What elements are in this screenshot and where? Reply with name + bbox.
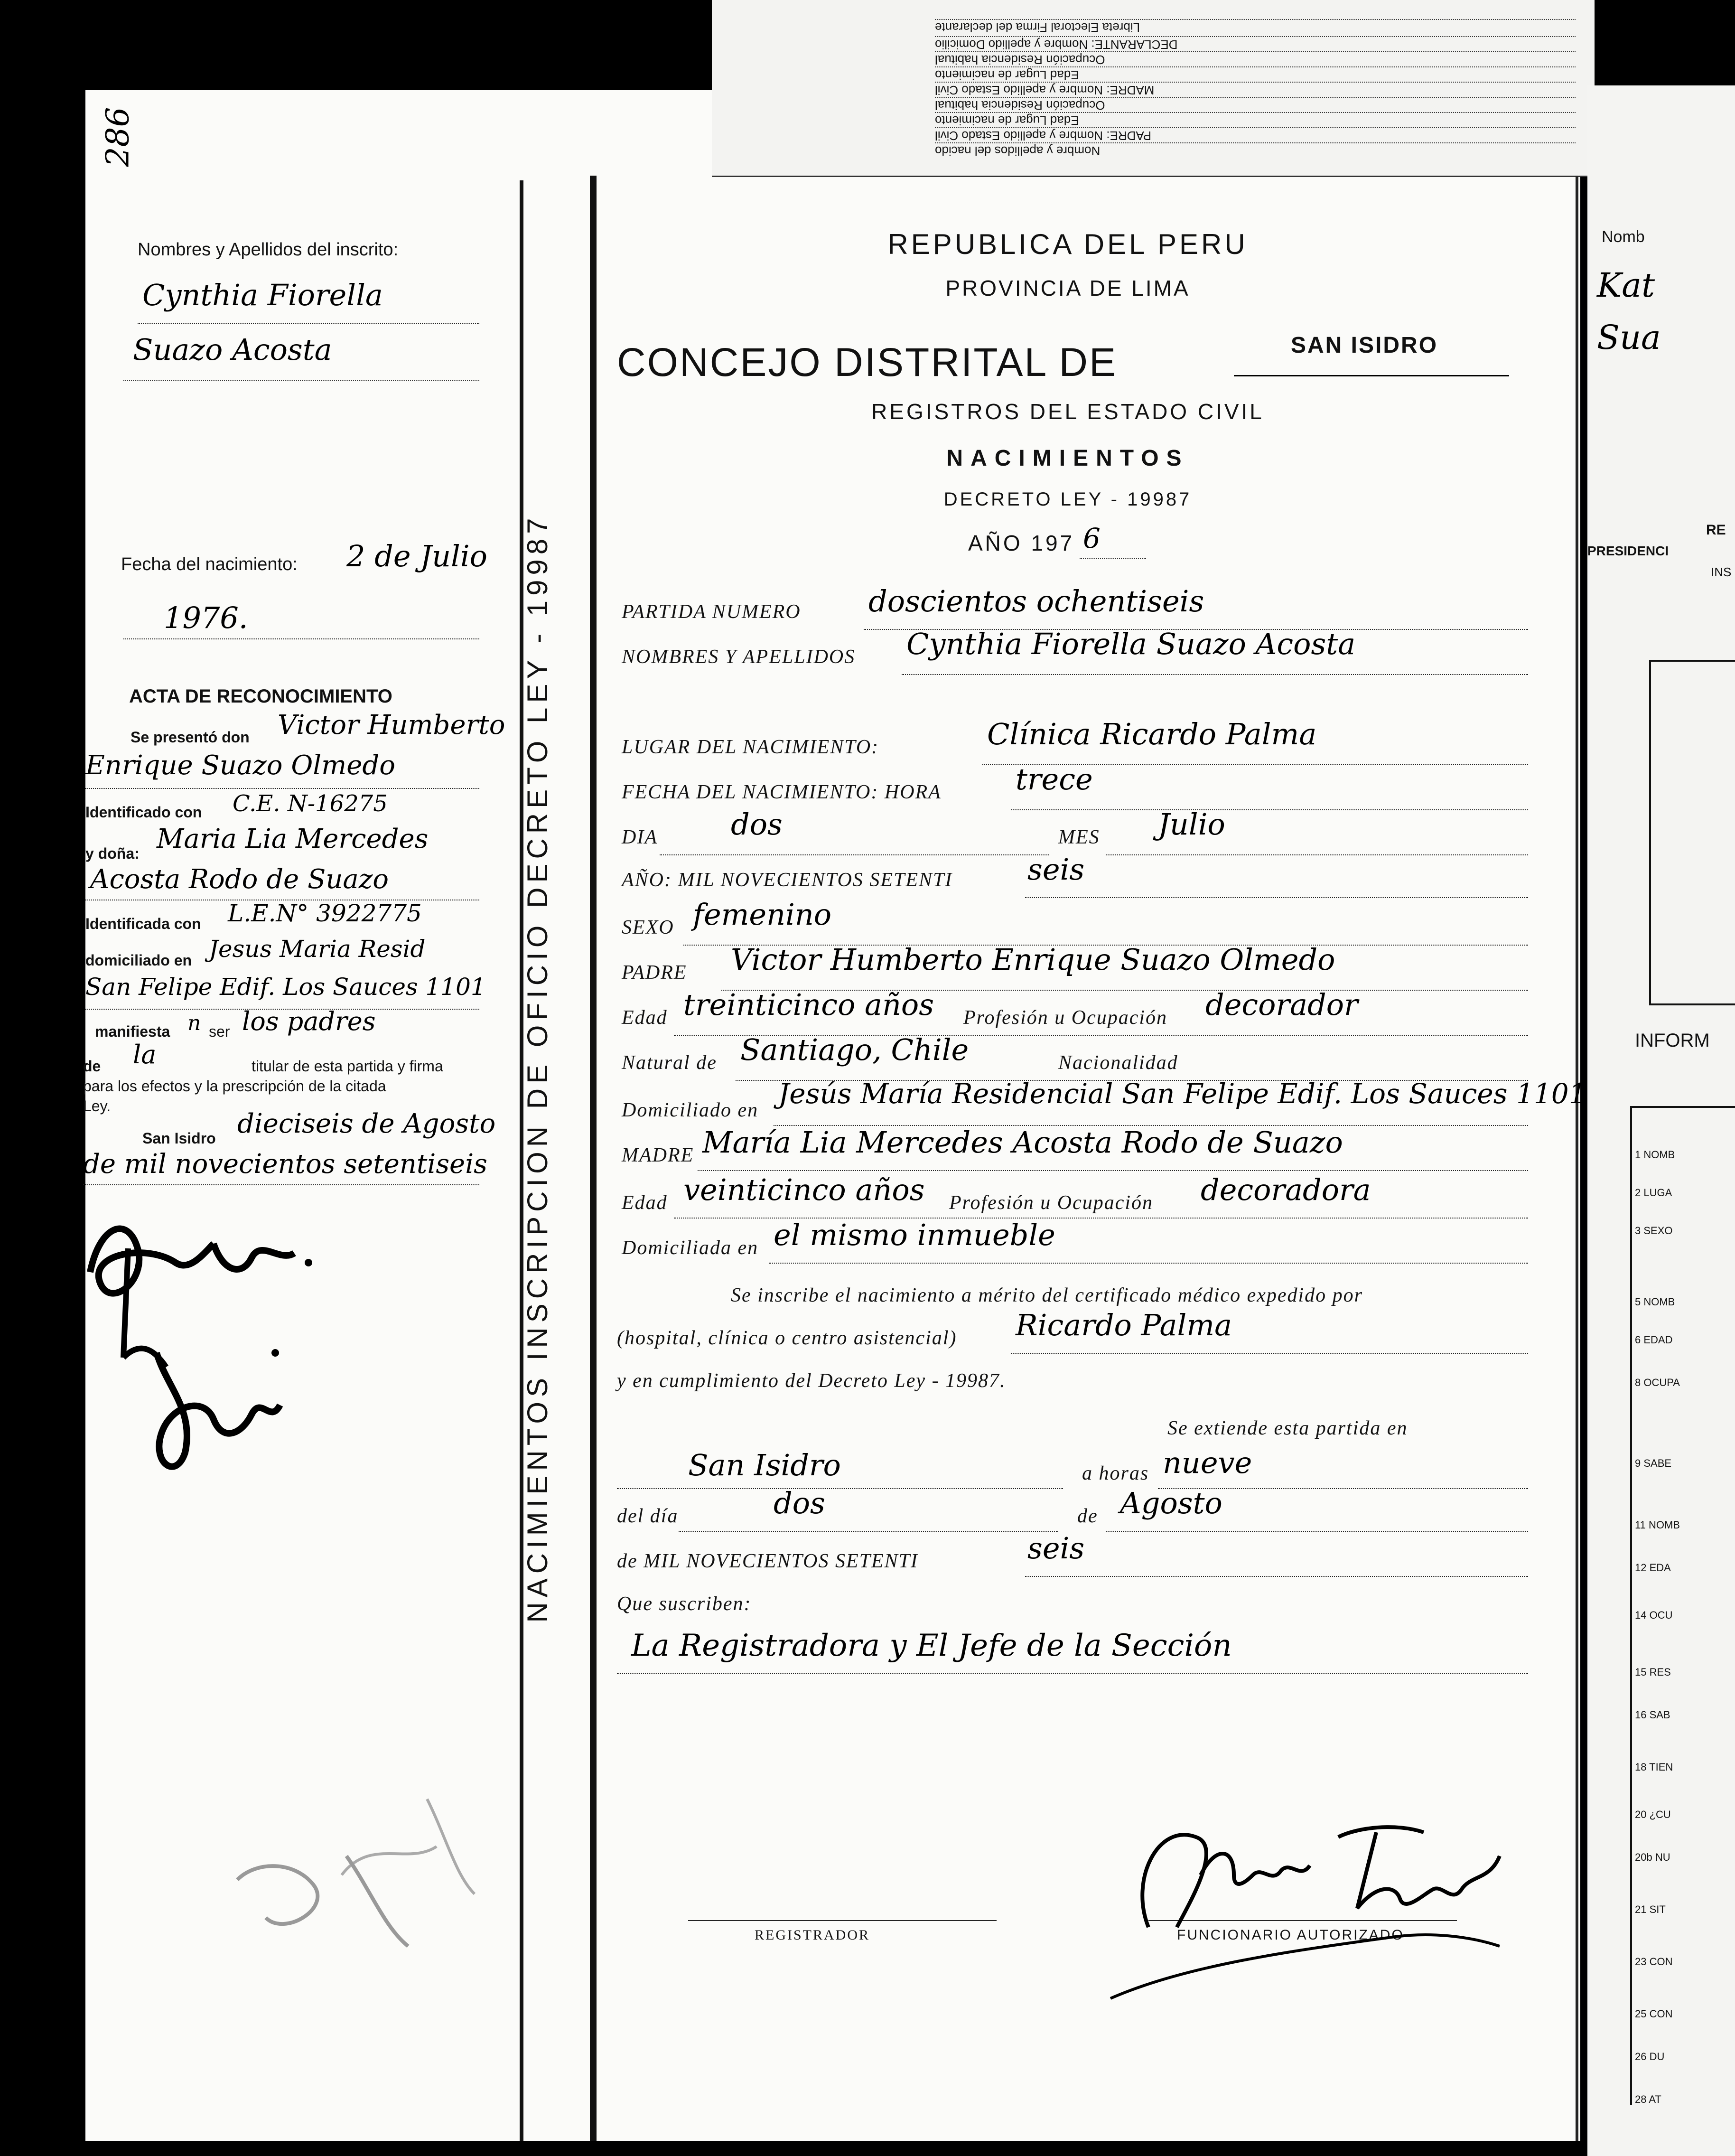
nombres-value: Cynthia Fiorella Suazo Acosta	[906, 627, 1356, 661]
label-ser: ser	[209, 1023, 230, 1040]
label-domiciliado: Domiciliado en	[622, 1099, 759, 1121]
label-domiciliada: Domiciliada en	[622, 1237, 759, 1259]
fragment-text: 12 EDA	[1635, 1562, 1671, 1574]
fragment-table	[1630, 1106, 1735, 2105]
de-mil-value: seis	[1027, 1531, 1085, 1565]
fragment-text: 28 AT	[1635, 2093, 1661, 2105]
header-distrito: SAN ISIDRO	[1291, 333, 1438, 358]
stub-line: PADRE: Nombre y apellido Estado Civil	[935, 127, 1576, 143]
header-concejo: CONCEJO DISTRITAL DE	[617, 340, 1118, 384]
underline	[123, 380, 479, 381]
label-registrador: REGISTRADOR	[755, 1927, 870, 1943]
fragment-text: 23 CON	[1635, 1956, 1673, 1968]
inscrito-name-line2: Suazo Acosta	[133, 332, 332, 367]
label-padre: PADRE	[622, 962, 687, 984]
fragment-text: Kat	[1597, 266, 1655, 305]
horas-value: nueve	[1163, 1445, 1252, 1480]
ano-value: seis	[1027, 852, 1085, 887]
suscriben-value: La Registradora y El Jefe de la Sección	[631, 1628, 1232, 1663]
lugar-extiende-value: San Isidro	[688, 1448, 841, 1482]
mes-value: Julio	[1158, 807, 1225, 842]
fragment-text: 3 SEXO	[1635, 1225, 1673, 1237]
label-edad-madre: Edad	[622, 1192, 668, 1214]
label-san-isidro: San Isidro	[142, 1130, 216, 1147]
inscribe-line2: (hospital, clínica o centro asistencial)	[617, 1327, 957, 1349]
acta-title: ACTA DE RECONOCIMIENTO	[129, 686, 392, 707]
header-ano-label: AÑO 197	[968, 531, 1075, 555]
label-domiciliado: domiciliado en	[85, 952, 192, 969]
label-dia: DIA	[622, 826, 658, 848]
label-de-mes: de	[1077, 1505, 1098, 1527]
underline	[83, 1184, 479, 1185]
dona-name-line1: Maria Lia Mercedes	[157, 824, 429, 854]
edad-padre-value: treinticinco años	[683, 987, 934, 1022]
label-fecha-hora: FECHA DEL NACIMIENTO: HORA	[622, 781, 942, 803]
fragment-text: 11 NOMB	[1635, 1519, 1680, 1531]
label-manifiesta: manifiesta	[95, 1023, 170, 1040]
adjacent-page-fragment	[1587, 85, 1735, 2156]
domiciliado-value: Jesús María Residencial San Felipe Edif. Los Sauces 1101	[778, 1078, 1586, 1110]
fragment-text: 6 EDAD	[1635, 1334, 1673, 1346]
underline	[85, 788, 479, 789]
label-natural: Natural de	[622, 1052, 717, 1074]
fragment-text: Nomb	[1602, 228, 1645, 246]
signature-line	[688, 1920, 997, 1921]
identificado-value: C.E. N-16275	[233, 790, 388, 817]
underline	[1025, 897, 1528, 898]
header-republica: REPUBLICA DEL PERU	[887, 228, 1248, 260]
label-nacionalidad: Nacionalidad	[1058, 1052, 1178, 1074]
padre-value: Victor Humberto Enrique Suazo Olmedo	[731, 942, 1335, 977]
fragment-text: Sua	[1597, 318, 1661, 357]
stub-line: Ocupación Residencia habitual	[935, 51, 1576, 67]
label-sexo: SEXO	[622, 917, 674, 938]
fecha-acta-line2: de mil novecientos setentiseis	[83, 1149, 487, 1180]
label-profesion-padre: Profesión u Ocupación	[963, 1007, 1168, 1029]
header-provincia: PROVINCIA DE LIMA	[945, 276, 1190, 300]
de-mes-value: Agosto	[1120, 1486, 1222, 1520]
del-dia-value: dos	[774, 1486, 825, 1520]
funcionario-signature	[1091, 1794, 1519, 2022]
label-a-horas: a horas	[1082, 1462, 1149, 1484]
label-mes: MES	[1058, 826, 1100, 848]
manifiesta-n: n	[187, 1011, 201, 1035]
underline	[660, 854, 1049, 855]
fragment-text: 26 DU	[1635, 2051, 1665, 2062]
natural-value: Santiago, Chile	[740, 1032, 969, 1067]
edad-madre-value: veinticinco años	[683, 1172, 925, 1207]
dona-name-line2: Acosta Rodo de Suazo	[90, 864, 389, 895]
stub-line: Libreta Electoral Firma del declarante	[935, 19, 1576, 35]
fragment-text: 16 SAB	[1635, 1709, 1670, 1721]
header-decreto: DECRETO LEY - 19987	[943, 489, 1192, 510]
underline	[679, 1531, 1058, 1532]
label-lugar: LUGAR DEL NACIMIENTO:	[622, 736, 879, 758]
stub-line: Edad Lugar de nacimiento	[935, 112, 1576, 128]
fragment-text: PRESIDENCI	[1587, 544, 1669, 558]
titular-text: titular de esta partida y firma	[252, 1058, 443, 1075]
profesion-padre-value: decorador	[1205, 987, 1358, 1022]
label-profesion-madre: Profesión u Ocupación	[949, 1192, 1154, 1214]
underline	[1025, 1576, 1528, 1577]
identificada-value: L.E.N° 3922775	[228, 900, 422, 927]
label-ano: AÑO: MIL NOVECIENTOS SETENTI	[622, 869, 953, 891]
fragment-text: 2 LUGA	[1635, 1187, 1672, 1199]
label-partida: PARTIDA NUMERO	[622, 601, 801, 623]
profesion-madre-value: decoradora	[1201, 1172, 1371, 1207]
fragment-text: 20 ¿CU	[1635, 1809, 1671, 1820]
underline	[1234, 375, 1509, 376]
fragment-text: INFORM	[1635, 1030, 1710, 1051]
stub-line: Edad Lugar de nacimiento	[935, 66, 1576, 82]
label-identificado: Identificado con	[85, 804, 202, 821]
label-edad-padre: Edad	[622, 1007, 668, 1029]
label-fecha-nacimiento: Fecha del nacimiento:	[121, 554, 298, 574]
inscrito-name-line1: Cynthia Fiorella	[142, 278, 383, 312]
ser-value: los padres	[242, 1006, 376, 1036]
underline	[1011, 809, 1528, 810]
ley-text: Ley.	[83, 1097, 111, 1115]
lugar-value: Clínica Ricardo Palma	[987, 717, 1317, 751]
fragment-text: 5 NOMB	[1635, 1296, 1675, 1308]
header-registros: REGISTROS DEL ESTADO CIVIL	[871, 399, 1264, 424]
fecha-nacimiento-year: 1976.	[164, 600, 248, 635]
stub-line: MADRE: Nombre y apellido Estado Civil	[935, 82, 1576, 97]
don-name-line1: Victor Humberto	[278, 710, 505, 741]
faint-stamp	[228, 1842, 418, 1951]
label-nombres: NOMBRES Y APELLIDOS	[622, 646, 856, 668]
label-madre: MADRE	[622, 1144, 694, 1166]
page-number: 286	[99, 107, 136, 167]
underline	[1106, 1531, 1528, 1532]
fragment-text: 15 RES	[1635, 1666, 1671, 1678]
label-identificada: Identificada con	[85, 915, 201, 932]
label-funcionario: FUNCIONARIO AUTORIZADO	[1177, 1927, 1404, 1943]
vertical-title: NACIMIENTOS INSCRIPCION DE OFICIO DECRETO LEY - 19987	[522, 513, 553, 1623]
label-se-presento: Se presentó don	[131, 729, 250, 746]
acta-signatures	[71, 1196, 337, 1490]
efectos-text: para los efectos y la prescripción de la citada	[83, 1078, 386, 1095]
underline	[902, 674, 1528, 675]
fragment-text: 20b NU	[1635, 1851, 1670, 1863]
label-del-dia: del día	[617, 1505, 679, 1527]
underline	[617, 1673, 1528, 1674]
label-nombres-inscrito: Nombres y Apellidos del inscrito:	[138, 240, 399, 260]
domicilio-line1: Jesus Maria Resid	[209, 935, 426, 963]
fragment-text: 25 CON	[1635, 2008, 1673, 2020]
fragment-text: 18 TIEN	[1635, 1761, 1673, 1773]
fragment-text: 1 NOMB	[1635, 1149, 1675, 1161]
underline	[138, 323, 479, 324]
fragment-text: 14 OCU	[1635, 1609, 1673, 1621]
cumplimiento-text: y en cumplimiento del Decreto Ley - 19987.	[617, 1370, 1006, 1392]
domicilio-line2: San Felipe Edif. Los Sauces 1101	[85, 973, 486, 1001]
fecha-acta-line1: dieciseis de Agosto	[237, 1108, 496, 1139]
label-de-mil: de MIL NOVECIENTOS SETENTI	[617, 1550, 918, 1572]
don-name-line2: Enrique Suazo Olmedo	[85, 750, 395, 781]
underline	[698, 1170, 1528, 1171]
underline	[769, 1263, 1528, 1264]
label-que-suscriben: Que suscriben:	[617, 1593, 752, 1615]
header-ano-digit: 6	[1083, 522, 1101, 554]
fragment-box	[1649, 660, 1735, 1005]
fragment-text: 21 SIT	[1635, 1903, 1666, 1915]
page-edge-line	[1576, 176, 1578, 2141]
fragment-text: INS	[1711, 565, 1732, 579]
madre-value: María Lia Mercedes Acosta Rodo de Suazo	[702, 1125, 1343, 1160]
underline	[1011, 1353, 1528, 1354]
column-divider	[590, 176, 597, 2141]
underline	[1080, 558, 1146, 559]
extiende-text: Se extiende esta partida en	[1167, 1417, 1408, 1439]
header-nacimientos: NACIMIENTOS	[946, 446, 1189, 471]
stub-line: Ocupación Residencia habitual	[935, 97, 1576, 112]
stub-line: Nombre y apellidos del nacido	[935, 142, 1576, 158]
domiciliada-value: el mismo inmueble	[774, 1218, 1055, 1252]
top-stub-form	[712, 0, 1595, 177]
dia-value: dos	[731, 807, 783, 842]
fecha-nacimiento-value: 2 de Julio	[346, 539, 488, 573]
underline	[123, 638, 479, 639]
de-value: la	[133, 1040, 157, 1069]
inscribe-value: Ricardo Palma	[1016, 1308, 1232, 1342]
label-de: de	[83, 1058, 101, 1075]
label-y-dona: y doña:	[85, 845, 140, 862]
fragment-text: 8 OCUPA	[1635, 1377, 1680, 1388]
underline	[1106, 854, 1528, 855]
underline	[617, 1488, 1063, 1489]
hora-value: trece	[1016, 762, 1093, 797]
fragment-text: 9 SABE	[1635, 1457, 1672, 1469]
sexo-value: femenino	[693, 897, 832, 932]
inscribe-line1: Se inscribe el nacimiento a mérito del certificado médico expedido por	[731, 1284, 1363, 1306]
partida-value: doscientos ochentiseis	[868, 584, 1204, 619]
fragment-text: RE	[1706, 522, 1726, 538]
stub-line: DECLARANTE: Nombre y apellido Domicilio	[935, 36, 1576, 52]
